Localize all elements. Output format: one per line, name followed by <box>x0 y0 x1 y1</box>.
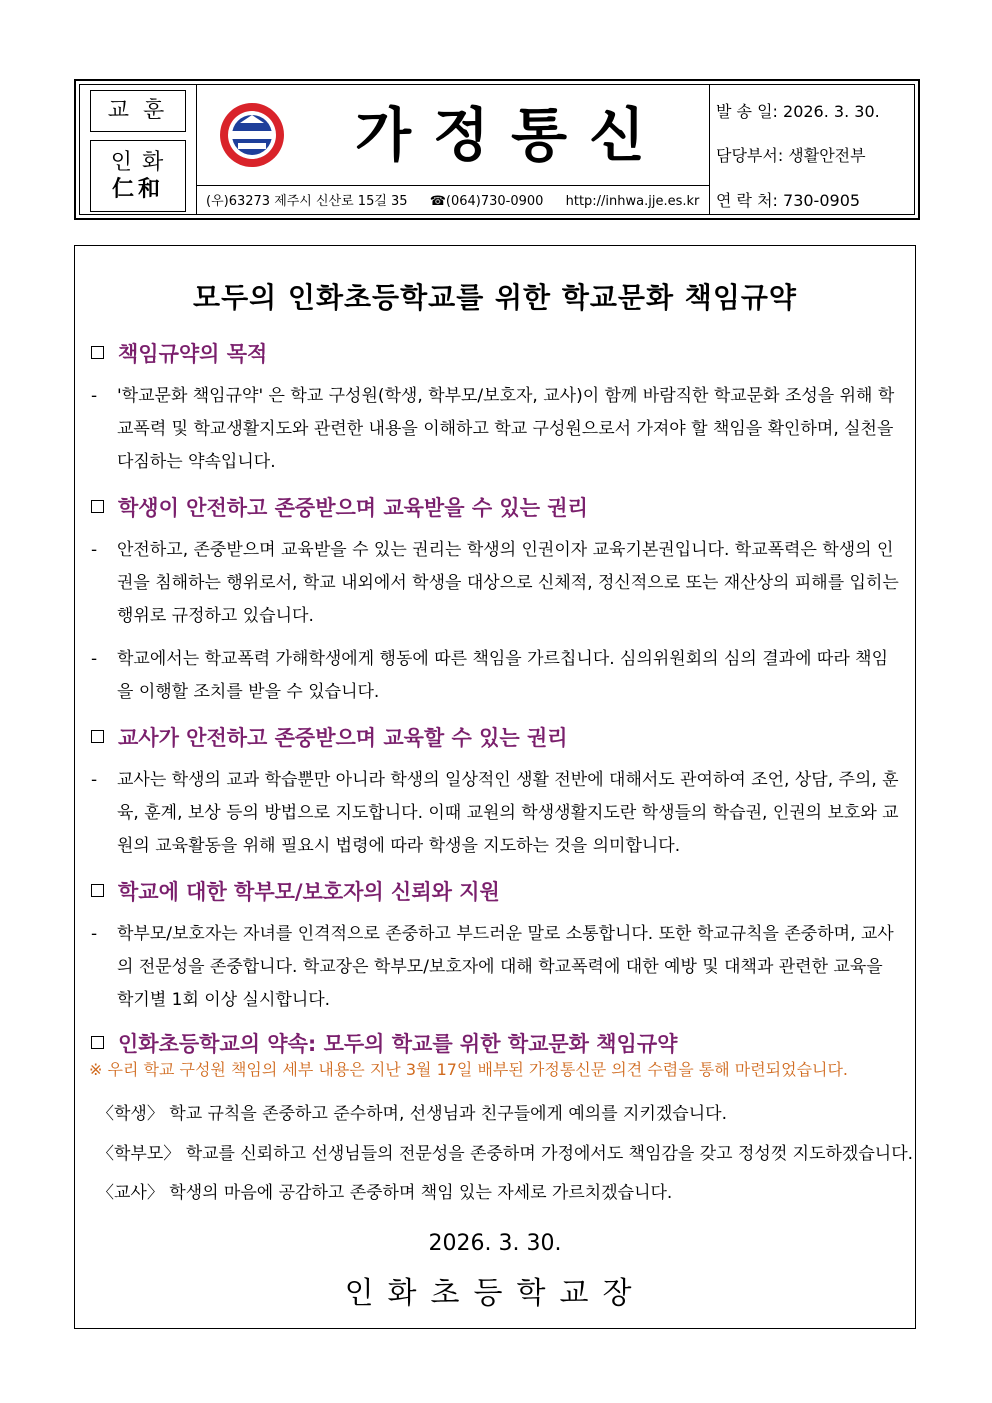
document-date: 2026. 3. 30. <box>428 1231 562 1256</box>
pledge-parent: 〈학부모〉 학교를 신뢰하고 선생님들의 전문성을 존중하며 가정에서도 책임감을 갖고 정성껏 지도하겠습니다. <box>97 1144 914 1164</box>
motto-hanja: 仁和 <box>111 176 164 202</box>
checkbox-bullet-icon <box>91 884 104 897</box>
motto-label: 교훈 <box>90 90 186 132</box>
principal-signature: 인화초등학교장 <box>344 1276 646 1311</box>
section-heading-student-rights: 학생이 안전하고 존중받으며 교육받을 수 있는 권리 <box>91 492 588 522</box>
checkbox-bullet-icon <box>91 1036 104 1049</box>
section-heading-purpose: 책임규약의 목적 <box>91 338 267 368</box>
section-heading-parent-support: 학교에 대한 학부모/보호자의 신뢰와 지원 <box>91 876 500 906</box>
contact: 연 락 처: 730-0905 <box>716 191 861 210</box>
school-phone: ☎(064)730-0900 <box>429 194 544 209</box>
title-column <box>196 85 710 214</box>
newsletter-title: 가정통신 <box>354 101 668 169</box>
school-address: (우)63273 제주시 신산로 15길 35 <box>206 194 408 209</box>
document-title: 모두의 인화초등학교를 위한 학교문화 책임규약 <box>193 281 797 314</box>
pledge-student: 〈학생〉 학교 규칙을 존중하고 준수하며, 선생님과 친구들에게 예의를 지키겠습니다. <box>97 1104 727 1124</box>
document-body <box>74 245 916 1329</box>
school-logo-icon <box>218 101 286 169</box>
section-heading-teacher-rights: 교사가 안전하고 존중받으며 교육할 수 있는 권리 <box>91 722 568 752</box>
issue-date: 발 송 일: 2026. 3. 30. <box>716 102 880 121</box>
school-address-line <box>196 185 709 218</box>
note-text: ※ 우리 학교 구성원 책임의 세부 내용은 지난 3월 17일 배부된 가정통신문 의견 수렴을 통해 마련되었습니다. <box>89 1060 849 1079</box>
paragraph: - 교사는 학생의 교과 학습뿐만 아니라 학생의 일상적인 생활 전반에 대해서도 관여하여 조언, 상담, 주의, 훈육, 훈계, 보상 등의 방법으로 지도합니다. 이때 교원의 학생생활지도란 학생들의 학습권, 인권의 보호와 교원의 교육활동을 위해 필요시 법령에 따라 학생을 지도하는 것을 의미합니다. <box>91 770 899 856</box>
motto-korean: 인화 <box>110 150 174 175</box>
paragraph: - '학교문화 책임규약' 은 학교 구성원(학생, 학부모/보호자, 교사)이 함께 바람직한 학교문화 조성을 위해 학교폭력 및 학교생활지도와 관련한 내용을 이해하고 학교 구성원으로서 가져야 할 책임을 확인하며, 실천을 다짐하는 약속입니다. <box>91 386 895 472</box>
motto-column <box>80 85 197 214</box>
newsletter-header <box>74 79 920 220</box>
paragraph: - 학부모/보호자는 자녀를 인격적으로 존중하고 부드러운 말로 소통합니다. 또한 학교규칙을 존중하며, 교사의 전문성을 존중합니다. 학교장은 학부모/보호자에 대해 학교폭력에 대한 예방 및 대책과 관련한 교육을 학기별 1회 이상 실시합니다. <box>91 924 894 1010</box>
paragraph: - 안전하고, 존중받으며 교육받을 수 있는 권리는 학생의 인권이자 교육기본권입니다. 학교폭력은 학생의 인권을 침해하는 행위로서, 학교 내외에서 학생을 대상으로 신체적, 정신적으로 또는 재산상의 피해를 입히는 행위로 규정하고 있습니다. <box>91 540 899 626</box>
paragraph: - 학교에서는 학교폭력 가해학생에게 행동에 따른 책임을 가르칩니다. 심의위원회의 심의 결과에 따라 책임을 이행할 조치를 받을 수 있습니다. <box>91 649 888 702</box>
checkbox-bullet-icon <box>91 500 104 513</box>
school-website[interactable]: http://inhwa.jje.es.kr <box>565 194 700 209</box>
department: 담당부서: 생활안전부 <box>716 146 866 165</box>
checkbox-bullet-icon <box>91 730 104 743</box>
motto-box <box>90 140 186 212</box>
checkbox-bullet-icon <box>91 346 104 359</box>
issue-info-column <box>710 85 914 214</box>
section-heading-school-pledge: 인화초등학교의 약속: 모두의 학교를 위한 학교문화 책임규약 <box>91 1028 677 1058</box>
pledge-teacher: 〈교사〉 학생의 마음에 공감하고 존중하며 책임 있는 자세로 가르치겠습니다. <box>97 1183 673 1203</box>
